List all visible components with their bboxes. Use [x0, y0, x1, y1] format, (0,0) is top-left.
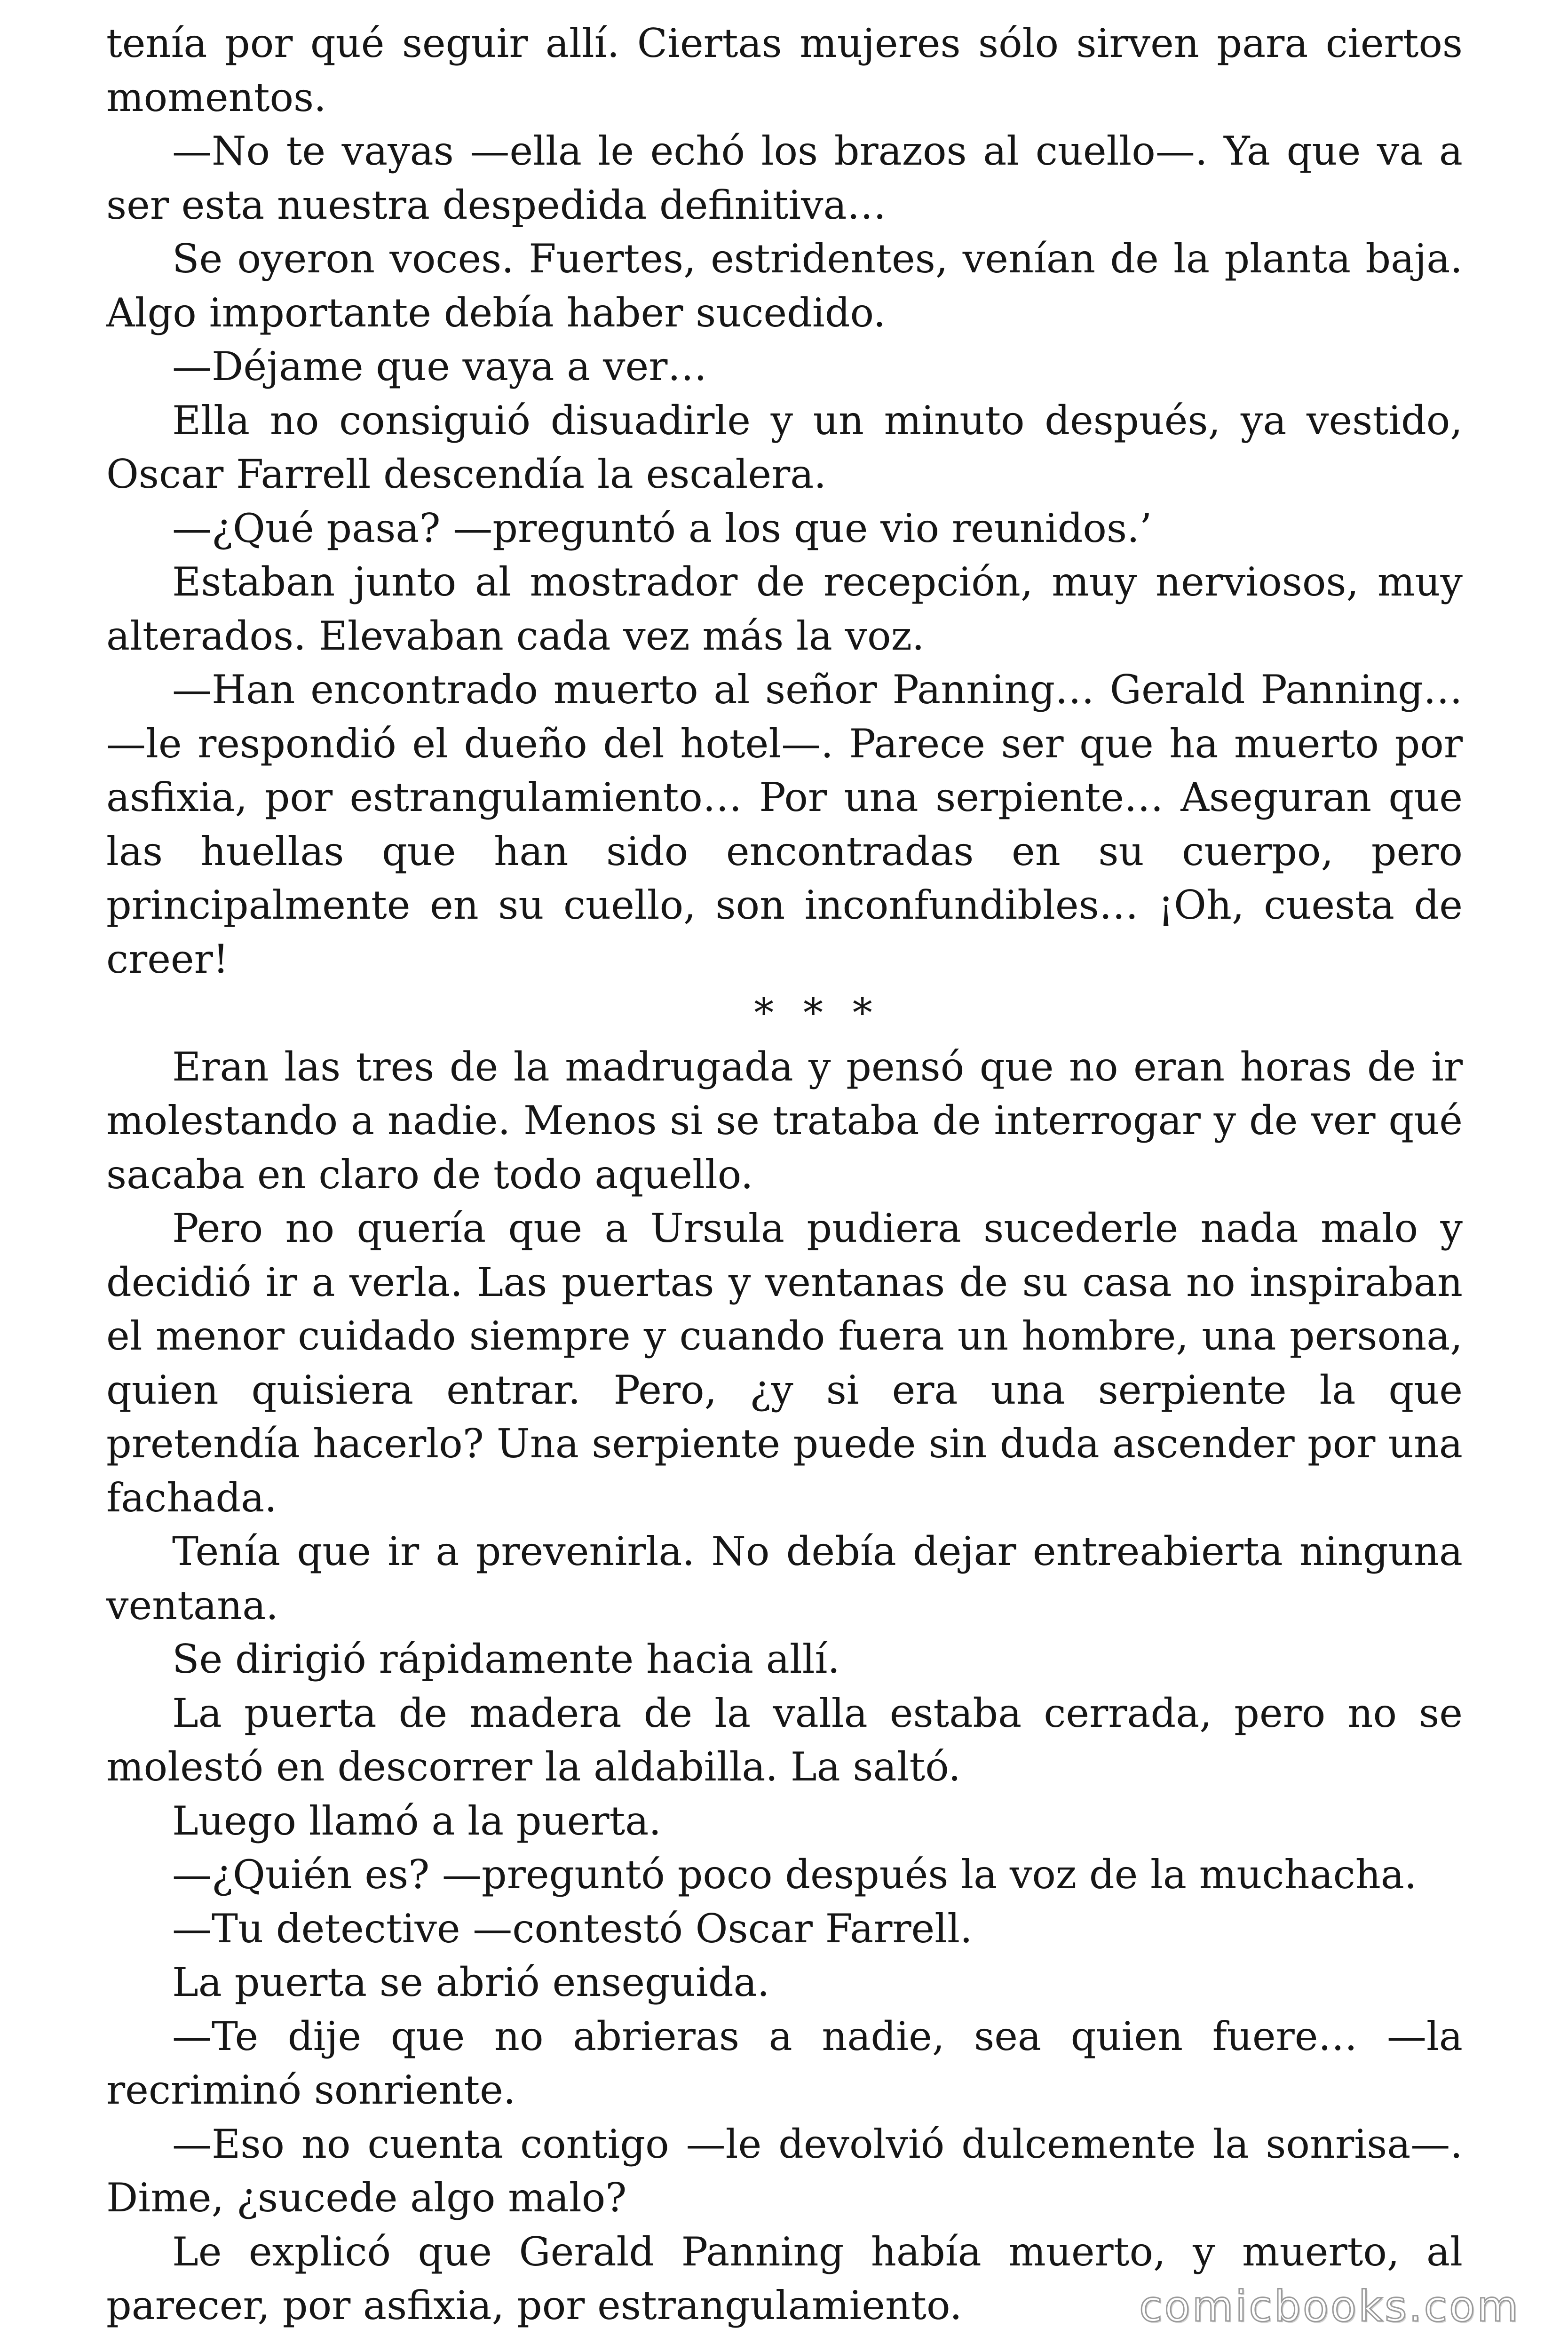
book-page [106, 16, 1463, 2333]
paragraph: Ella no consiguió disuadirle y un minuto después, ya vestido, Oscar Farrell descendía la escalera. [106, 397, 1463, 497]
paragraph: Pero no quería que a Ursula pudiera sucederle nada malo y decidió ir a verla. Las puertas y ventanas de su casa no inspiraban el menor cuidado siempre y cuando fuera un hombre, una persona, quien quisiera entrar. Pero, ¿y si era una serpiente la que pretendía hacerlo? Una serpiente puede sin duda ascender por una fachada. [106, 1205, 1463, 1521]
paragraph: —No te vayas —ella le echó los brazos al cuello—. Ya que va a ser esta nuestra despedida definitiva… [106, 128, 1463, 228]
section-separator: * * * [754, 990, 881, 1036]
paragraph: —Déjame que vaya a ver… [172, 343, 707, 389]
watermark: comicbooks.com [1139, 2282, 1520, 2331]
paragraph: —Tu detective —contestó Oscar Farrell. [172, 1905, 973, 1952]
paragraph: Tenía que ir a prevenirla. No debía dejar entreabierta ninguna ventana. [106, 1528, 1463, 1629]
paragraph: Estaban junto al mostrador de recepción, muy nerviosos, muy alterados. Elevaban cada vez más la voz. [106, 559, 1463, 659]
paragraph: La puerta se abrió enseguida. [172, 1959, 770, 2005]
paragraph: —¿Quién es? —preguntó poco después la voz de la muchacha. [172, 1851, 1417, 1898]
paragraph: Le explicó que Gerald Panning había muerto, y muerto, al parecer, por asfixia, por estrangulamiento. [106, 2228, 1463, 2328]
paragraph: La puerta de madera de la valla estaba cerrada, pero no se molestó en descorrer la aldabilla. La saltó. [106, 1690, 1463, 1790]
paragraph: —Eso no cuenta contigo —le devolvió dulcemente la sonrisa—. Dime, ¿sucede algo malo? [106, 2121, 1463, 2221]
paragraph: Luego llamó a la puerta. [172, 1797, 662, 1844]
paragraph-continuation: tenía por qué seguir allí. Ciertas mujeres sólo sirven para ciertos momentos. [106, 20, 1463, 120]
paragraph: —Te dije que no abrieras a nadie, sea quien fuere… —la recriminó sonriente. [106, 2013, 1463, 2113]
paragraph: —Han encontrado muerto al señor Panning… Gerald Panning… —le respondió el dueño del hotel—. Parece ser que ha muerto por asfixia, por estrangulamiento… Por una serpiente… Aseguran que las huellas que han sido encontradas en su cuerpo, pero principalmente en su cuello, son inconfundibles… ¡Oh, cuesta de creer! [106, 667, 1463, 982]
paragraph: Se dirigió rápidamente hacia allí. [172, 1636, 840, 1682]
paragraph: Se oyeron voces. Fuertes, estridentes, venían de la planta baja. Algo importante debía haber sucedido. [106, 236, 1463, 336]
paragraph: —¿Qué pasa? —preguntó a los que vio reunidos.’ [172, 505, 1152, 551]
paragraph: Eran las tres de la madrugada y pensó que no eran horas de ir molestando a nadie. Menos si se trataba de interrogar y de ver qué sacaba en claro de todo aquello. [106, 1043, 1463, 1198]
